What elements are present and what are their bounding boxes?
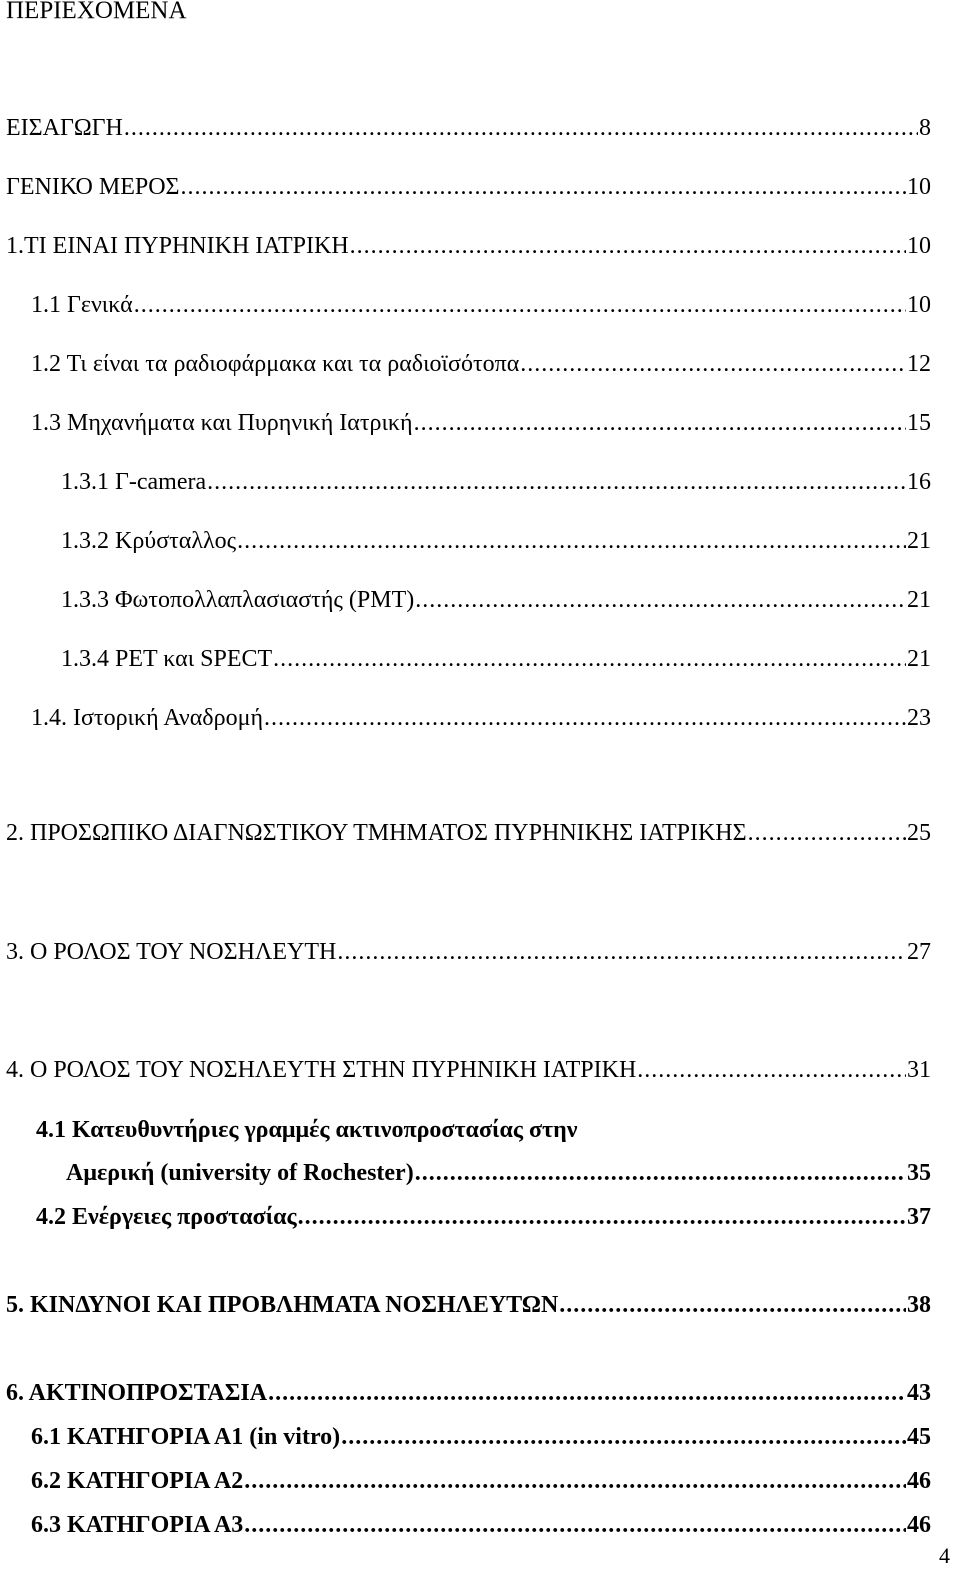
toc-entry-label: 1.ΤΙ ΕΙΝΑΙ ΠΥΡΗΝΙΚΗ ΙΑΤΡΙΚΗ [6,233,349,259]
dot-leader [264,703,906,733]
toc-entry-page: 25 [907,820,931,846]
toc-entry-1-3-2[interactable] [61,526,931,556]
dot-leader [748,818,906,848]
toc-entry-label: 1.3.2 Κρύσταλλος [61,528,237,554]
toc-entry-1-1[interactable] [31,290,931,320]
dot-leader [244,1510,906,1540]
toc-entry-label: 1.3.1 Γ-camera [61,469,207,495]
toc-entry-4-1[interactable] [66,1158,931,1188]
toc-entry-page: 16 [907,469,931,495]
toc-entry-chapter-5[interactable] [6,1290,931,1320]
toc-entry-chapter-3[interactable] [6,937,931,967]
dot-leader [520,349,906,379]
toc-entry-label: 4.2 Ενέργειες προστασίας [36,1204,297,1230]
toc-entry-1-3[interactable] [31,408,931,438]
toc-entry-page: 46 [907,1468,931,1494]
toc-entry-1-3-1[interactable] [61,467,931,497]
toc-entry-page: 21 [907,646,931,672]
toc-entry-page: 45 [907,1424,931,1450]
toc-entry-page: 15 [907,410,931,436]
toc-entry-label: ΓΕΝΙΚΟ ΜΕΡΟΣ [6,174,180,200]
dot-leader [415,585,906,615]
toc-entry-label: 6.2 ΚΑΤΗΓΟΡΙΑ Α2 [31,1468,244,1494]
toc-entry-page: 21 [907,587,931,613]
toc-entry-label: 6.3 ΚΑΤΗΓΟΡΙΑ Α3 [31,1512,244,1538]
toc-entry-6-2[interactable] [31,1466,931,1496]
toc-entry-label: 3. Ο ΡΟΛΟΣ ΤΟΥ ΝΟΣΗΛΕΥΤΗ [6,939,337,965]
dot-leader [350,231,906,261]
toc-entry-label: 1.3.3 Φωτοπολλαπλασιαστής (PMT) [61,587,415,613]
toc-entry-page: 31 [907,1057,931,1083]
toc-entry-page: 12 [907,351,931,377]
toc-entry-1-3-3[interactable] [61,585,931,615]
dot-leader [414,408,906,438]
toc-entry-label: 5. ΚΙΝΔΥΝΟΙ ΚΑΙ ΠΡΟΒΛΗΜΑΤΑ ΝΟΣΗΛΕΥΤΩΝ [6,1292,559,1318]
dot-leader [637,1055,906,1085]
toc-entry-introduction[interactable] [6,113,931,143]
dot-leader [134,290,906,320]
toc-entry-label: ΕΙΣΑΓΩΓΗ [6,115,123,141]
page-title: ΠΕΡΙΕΧΟΜΕΝΑ [6,0,187,24]
dot-leader [237,526,906,556]
page-number: 4 [939,1543,950,1568]
dot-leader [124,113,918,143]
toc-entry-page: 46 [907,1512,931,1538]
toc-entry-6-3[interactable] [31,1510,931,1540]
toc-entry-page: 10 [907,174,931,200]
toc-entry-4-1-first-line[interactable]: 4.1 Κατευθυντήριες γραμμές ακτινοπροστασίας στην [36,1117,578,1143]
toc-entry-page: 27 [907,939,931,965]
toc-entry-6-1[interactable] [31,1422,931,1452]
toc-entry-general-part[interactable] [6,172,931,202]
toc-entry-chapter-4[interactable] [6,1055,931,1085]
dot-leader [415,1158,906,1188]
toc-entry-page: 10 [907,233,931,259]
dot-leader [268,1378,906,1408]
toc-entry-label: 4. Ο ΡΟΛΟΣ ΤΟΥ ΝΟΣΗΛΕΥΤΗ ΣΤΗΝ ΠΥΡΗΝΙΚΗ ΙΑΤΡΙΚΗ [6,1057,637,1083]
toc-entry-page: 43 [907,1380,931,1406]
toc-entry-page: 38 [907,1292,931,1318]
toc-entry-label: 1.3.4 PET και SPECT [61,646,273,672]
toc-entry-1-3-4[interactable] [61,644,931,674]
dot-leader [273,644,906,674]
toc-entry-chapter-1[interactable] [6,231,931,261]
toc-entry-page: 10 [907,292,931,318]
dot-leader [337,937,906,967]
dot-leader [559,1290,906,1320]
toc-entry-page: 21 [907,528,931,554]
toc-entry-label: 1.4. Ιστορική Αναδρομή [31,705,264,731]
dot-leader [298,1202,906,1232]
toc-entry-page: 8 [919,115,931,141]
toc-entry-label: 6.1 ΚΑΤΗΓΟΡΙΑ Α1 (in vitro) [31,1424,341,1450]
toc-entry-label: 6. ΑΚΤΙΝΟΠΡΟΣΤΑΣΙΑ [6,1380,268,1406]
dot-leader [207,467,906,497]
toc-entry-label: 1.1 Γενικά [31,292,133,318]
toc-entry-label: Αμερική (university of Rochester) [66,1160,414,1186]
toc-entry-chapter-2[interactable] [6,818,931,848]
toc-entry-chapter-6[interactable] [6,1378,931,1408]
toc-entry-page: 35 [907,1160,931,1186]
dot-leader [181,172,906,202]
dot-leader [244,1466,906,1496]
toc-entry-1-2[interactable] [31,349,931,379]
toc-entry-label: 2. ΠΡΟΣΩΠΙΚΟ ΔΙΑΓΝΩΣΤΙΚΟΥ ΤΜΗΜΑΤΟΣ ΠΥΡΗΝΙΚΗΣ ΙΑΤΡΙΚΗΣ [6,820,747,846]
toc-entry-label: 1.2 Τι είναι τα ραδιοφάρμακα και τα ραδιοϊσότοπα [31,351,520,377]
toc-entry-label: 1.3 Μηχανήματα και Πυρηνική Ιατρική [31,410,413,436]
dot-leader [341,1422,906,1452]
toc-entry-page: 23 [907,705,931,731]
toc-entry-4-2[interactable] [36,1202,931,1232]
toc-entry-page: 37 [907,1204,931,1230]
toc-entry-1-4[interactable] [31,703,931,733]
